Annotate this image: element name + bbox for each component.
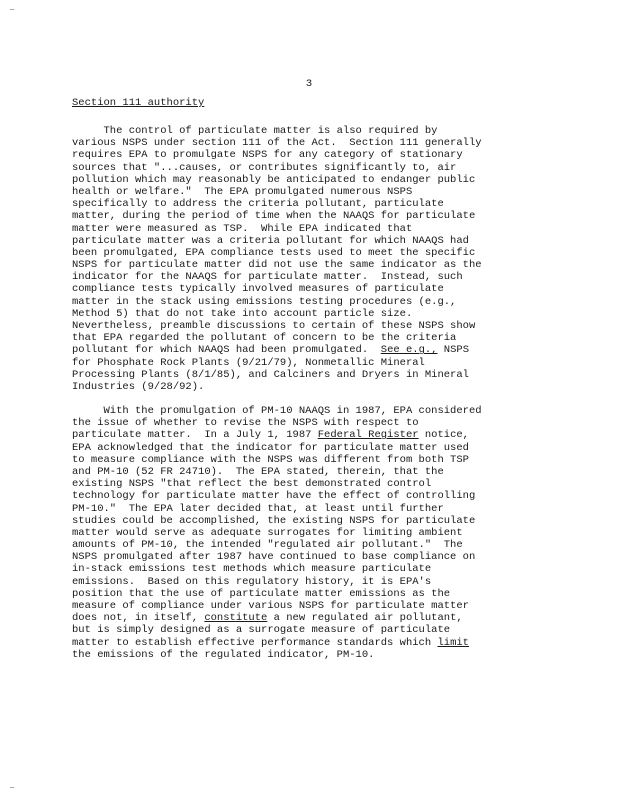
p1-line: specifically to address the criteria pollutant, particulate (72, 198, 444, 211)
p1-line-citation: pollutant for which NAAQS had been promulgated. See e.g., NSPS (72, 344, 469, 357)
p2-line: the issue of whether to revise the NSPS with respect to (72, 417, 419, 430)
p2-line: the emissions of the regulated indicator, PM-10. (72, 648, 375, 661)
p1-line: Nevertheless, preamble discussions to certain of these NSPS show (72, 320, 476, 332)
p2-line: PM-10." The EPA later decided that, at least until further (72, 502, 444, 515)
p1-line: matter in the stack using emissions testing procedures (e.g., (72, 295, 457, 308)
federal-register-title: Federal Register (317, 429, 419, 442)
paragraph-2 (72, 405, 552, 661)
p2-line: and PM-10 (52 FR 24710). The EPA stated, therein, that the (72, 465, 444, 478)
p2-line: amounts of PM-10, the intended "regulated air pollutant." The (72, 539, 463, 552)
p2-line: in-stack emissions test methods which measure particulate (72, 563, 432, 576)
p1-line: health or welfare." The EPA promulgated numerous NSPS (72, 185, 413, 198)
margin-mark-bottom: — (10, 784, 15, 792)
p1-line: that EPA regarded the pollutant of concern to be the criteria (72, 332, 457, 345)
p2-line: measure of compliance under various NSPS for particulate matter (72, 600, 469, 612)
p2-line: existing NSPS "that reflect the best demonstrated control (72, 478, 432, 491)
see-eg-citation: See e.g., (380, 344, 438, 357)
p1-line: matter were measured as TSP. While EPA indicated that (72, 222, 413, 235)
margin-mark-top: — (10, 6, 15, 14)
p1-line: requires EPA to promulgate NSPS for any category of stationary (72, 149, 463, 162)
p1-line: indicator for the NAAQS for particulate matter. Instead, such (72, 271, 463, 284)
p1-line: been promulgated, EPA compliance tests used to meet the specific (72, 246, 476, 259)
p1-line: compliance tests typically involved measures of particulate (72, 283, 444, 296)
p1-line: pollution which may reasonably be anticipated to endanger public (72, 173, 476, 186)
p2-line: to measure compliance with the NSPS was different from both TSP (72, 453, 469, 466)
constitute-emphasis: constitute (204, 612, 268, 625)
p2-line-limit: matter to establish effective performance standards which limit (72, 636, 469, 649)
p2-line: technology for particulate matter have the effect of controlling (72, 490, 476, 503)
p2-line: With the promulgation of PM-10 NAAQS in 1987, EPA considered (72, 405, 482, 417)
p2-line: studies could be accomplished, the existing NSPS for particulate (72, 514, 476, 527)
p1-line: particulate matter was a criteria pollutant for which NAAQS had (72, 234, 469, 247)
p2-line-constitute: does not, in itself, constitute a new regulated air pollutant, (72, 612, 463, 625)
p1-line: various NSPS under section 111 of the Act. Section 111 generally (72, 137, 482, 150)
limit-emphasis: limit (437, 636, 469, 649)
p1-line: sources that "...causes, or contributes significantly to, air (72, 161, 457, 174)
p1-line: matter, during the period of time when the NAAQS for particulate (72, 210, 476, 223)
p1-line: for Phosphate Rock Plants (9/21/79), Nonmetallic Mineral (72, 356, 425, 369)
p2-line: but is simply designed as a surrogate measure of particulate (72, 624, 451, 637)
p1-line: Industries (9/28/92). (72, 380, 205, 393)
p2-line-fr: particulate matter. In a July 1, 1987 Federal Register notice, (72, 429, 469, 442)
p1-line: The control of particulate matter is also required by (72, 125, 438, 137)
p2-line: matter would serve as adequate surrogates for limiting ambient (72, 526, 463, 539)
p1-line: Method 5) that do not take into account particle size. (72, 307, 413, 320)
p1-line: Processing Plants (8/1/85), and Calciners and Dryers in Mineral (72, 368, 469, 381)
page-number: 3 (305, 78, 313, 90)
section-heading: Section 111 authority (72, 97, 205, 109)
p2-line: emissions. Based on this regulatory history, it is EPA's (72, 575, 432, 588)
p2-line: EPA acknowledged that the indicator for particulate matter used (72, 441, 469, 454)
p2-line: position that the use of particulate matter emissions as the (72, 587, 451, 600)
paragraph-1 (72, 125, 552, 393)
p1-line: NSPS for particulate matter did not use the same indicator as the (72, 259, 482, 272)
p2-line: NSPS promulgated after 1987 have continued to base compliance on (72, 551, 476, 564)
